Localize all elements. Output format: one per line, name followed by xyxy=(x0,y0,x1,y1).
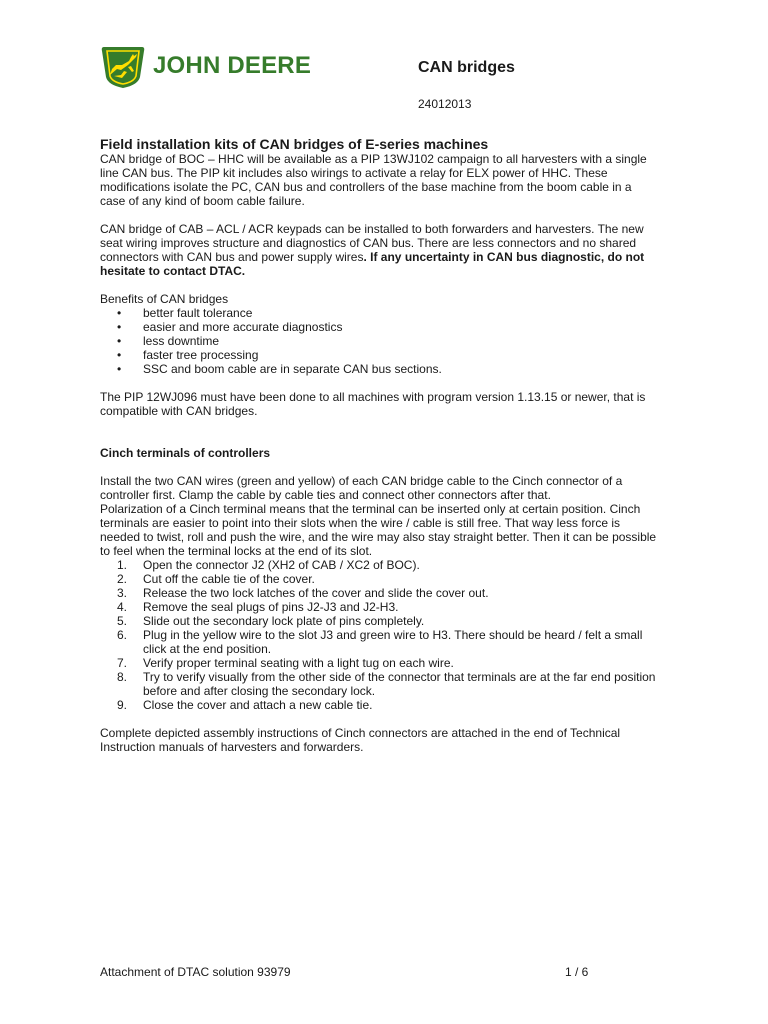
step-text: Slide out the secondary lock plate of pins completely. xyxy=(143,614,425,628)
page-number: 1 / 6 xyxy=(565,965,589,979)
benefits-title: Benefits of CAN bridges xyxy=(100,292,229,306)
step-number: 1. xyxy=(117,558,128,572)
subheading-cinch: Cinch terminals of controllers xyxy=(100,446,271,460)
list-item xyxy=(100,656,660,670)
step-number: 7. xyxy=(117,656,128,670)
john-deere-logo xyxy=(100,45,320,89)
list-item: • less downtime xyxy=(100,334,660,348)
list-item xyxy=(100,586,660,600)
steps-list xyxy=(100,558,660,712)
step-number: 5. xyxy=(117,614,128,628)
deer-emblem-icon xyxy=(100,45,146,89)
list-item xyxy=(100,614,660,628)
list-item xyxy=(100,600,660,614)
list-item: • better fault tolerance xyxy=(100,306,660,320)
list-item xyxy=(100,670,660,698)
list-item: • easier and more accurate diagnostics xyxy=(100,320,660,334)
step-text: Remove the seal plugs of pins J2-J3 and J2-H3. xyxy=(143,600,399,614)
brand-wordmark: JOHN DEERE xyxy=(153,52,312,79)
step-number: 8. xyxy=(117,670,128,684)
list-item xyxy=(100,698,660,712)
step-text: Verify proper terminal seating with a light tug on each wire. xyxy=(143,656,454,670)
document-body xyxy=(100,136,660,754)
list-item xyxy=(100,628,660,656)
paragraph-assembly: Complete depicted assembly instructions of Cinch connectors are attached in the end of Technical Instruction manuals of harvesters and forwarders. xyxy=(100,726,621,754)
step-number: 3. xyxy=(117,586,128,600)
list-item xyxy=(100,558,660,572)
list-item: • faster tree processing xyxy=(100,348,660,362)
paragraph-boc-hhc: CAN bridge of BOC – HHC will be available as a PIP 13WJ102 campaign to all harvesters with a single line CAN bus. The PIP kit includes also wirings to activate a relay for ELX power of HHC. These modifications isolate the PC, CAN bus and controllers of the base machine from the boom cable in a case of any kind of boom cable failure. xyxy=(100,152,647,208)
section-heading: Field installation kits of CAN bridges of E-series machines xyxy=(100,136,489,152)
step-text: Cut off the cable tie of the cover. xyxy=(143,572,315,586)
step-text: Open the connector J2 (XH2 of CAB / XC2 of BOC). xyxy=(143,558,420,572)
footer-attachment: Attachment of DTAC solution 93979 xyxy=(100,965,291,979)
list-item: • SSC and boom cable are in separate CAN bus sections. xyxy=(100,362,660,376)
dtac-contact-note: . If any uncertainty in CAN bus diagnostic, do not hesitate to contact DTAC. xyxy=(100,250,645,278)
benefits-list xyxy=(100,306,660,376)
step-number: 9. xyxy=(117,698,128,712)
paragraph-pip: The PIP 12WJ096 must have been done to all machines with program version 1.13.15 or newer, that is compatible with CAN bridges. xyxy=(100,390,646,418)
step-number: 4. xyxy=(117,600,128,614)
paragraph-install: Install the two CAN wires (green and yellow) of each CAN bridge cable to the Cinch connector of a controller first. Clamp the cable by cable ties and connect other connectors after that. xyxy=(100,474,623,502)
paragraph-cab-keypads xyxy=(100,222,660,278)
list-item xyxy=(100,572,660,586)
step-text: Plug in the yellow wire to the slot J3 and green wire to H3. There should be heard / felt a small click at the end position. xyxy=(143,628,643,656)
step-text: Close the cover and attach a new cable tie. xyxy=(143,698,373,712)
step-text: Release the two lock latches of the cover and slide the cover out. xyxy=(143,586,489,600)
paragraph-text: CAN bridge of CAB – ACL / ACR keypads can be installed to both forwarders and harvesters. The new seat wiring improves structure and diagnostics of CAN bus. There are less connectors and no shared connectors with CAN bus and power supply wires xyxy=(100,222,644,264)
step-number: 6. xyxy=(117,628,128,642)
document-title: CAN bridges xyxy=(418,59,515,76)
step-number: 2. xyxy=(117,572,128,586)
step-text: Try to verify visually from the other side of the connector that terminals are at the far end position before and after closing the secondary lock. xyxy=(143,670,656,698)
paragraph-polarization: Polarization of a Cinch terminal means that the terminal can be inserted only at certain position. Cinch terminals are easier to point into their slots when the wire / cable is still free. That way less force is needed to twist, roll and push the wire, and the wire may also stay straight better. Then it can be possible to feel when the terminal locks at the end of its slot. xyxy=(100,502,657,558)
document-number: 24012013 xyxy=(418,97,472,111)
